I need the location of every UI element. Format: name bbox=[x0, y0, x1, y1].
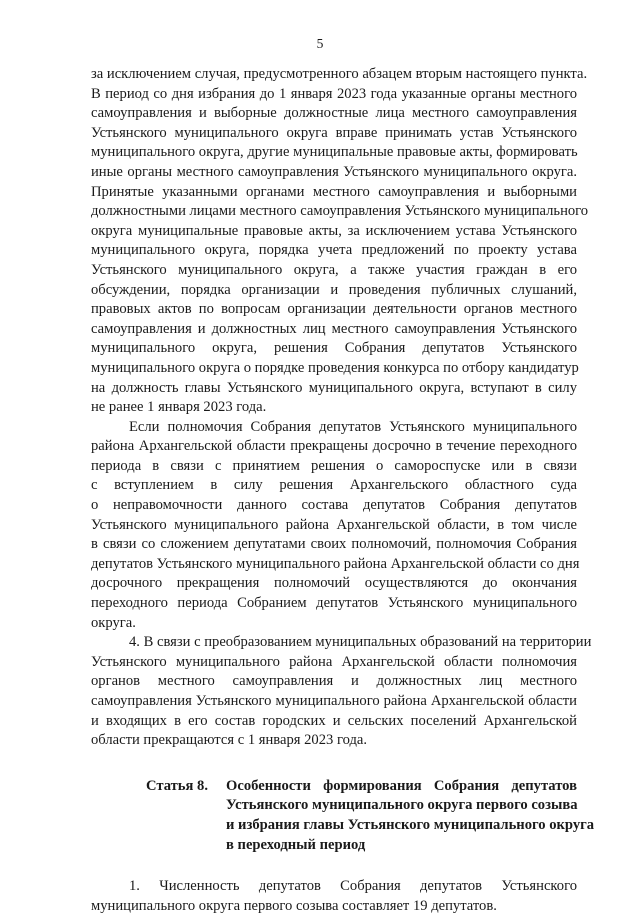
text-line: досрочного прекращения полномочий осуществляются до окончания bbox=[91, 575, 577, 592]
text-line: самоуправления и должностных лиц местного самоуправления Устьянского bbox=[91, 320, 577, 337]
text-line: Устьянского муниципального района Архангельской области, в том числе bbox=[91, 516, 577, 533]
text-line: Устьянского муниципального округа вправе принимать устав Устьянского bbox=[91, 124, 577, 141]
text-line: В период со дня избрания до 1 января 2023 года указанные органы местного bbox=[91, 85, 577, 102]
article-title bbox=[208, 777, 595, 855]
text-line: муниципального округа, решения Собрания депутатов Устьянского bbox=[91, 340, 577, 357]
text-line: муниципального округа о порядке проведения конкурса по отбору кандидатур bbox=[91, 359, 579, 376]
text-line: Устьянского муниципального района Архангельской области полномочия bbox=[91, 653, 577, 670]
text-line: на должность главы Устьянского муниципального округа, вступают в силу bbox=[91, 379, 577, 396]
paragraph-4 bbox=[91, 877, 577, 916]
text-line: с вступлением в силу решения Архангельского областного суда bbox=[91, 477, 577, 494]
article-heading bbox=[91, 777, 595, 855]
text-line: о неправомочности данного состава депутатов Собрания депутатов bbox=[91, 497, 577, 514]
text-line: за исключением случая, предусмотренного абзацем вторым настоящего пункта. bbox=[91, 66, 588, 82]
text-line: в связи со сложением депутатами своих полномочий, полномочия Собрания bbox=[91, 536, 577, 553]
paragraph-1 bbox=[91, 65, 589, 418]
page-number: 5 bbox=[316, 36, 324, 51]
text-line: органов местного самоуправления и должностных лиц местного bbox=[91, 673, 577, 690]
article-number: Статья 8. bbox=[146, 777, 208, 794]
text-line: 4. В связи с преобразованием муниципальных образований на территории bbox=[129, 634, 592, 651]
text-line: Принятые указанными органами местного самоуправления и выборными bbox=[91, 183, 577, 200]
text-line: правовых актов по вопросам организации деятельности органов местного bbox=[91, 301, 577, 318]
text-line: не ранее 1 января 2023 года. bbox=[91, 399, 267, 416]
text-line: иные органы местного самоуправления Устьянского муниципального округа. bbox=[91, 163, 577, 180]
text-line: муниципального округа, порядка учета предложений по проекту устава bbox=[91, 242, 577, 259]
text-line: переходного периода Собранием депутатов Устьянского муниципального bbox=[91, 595, 577, 612]
text-line: округа муниципальные правовые акты, за исключением устава Устьянского bbox=[91, 222, 577, 239]
text-line: района Архангельской области прекращены досрочно в течение переходного bbox=[91, 438, 577, 455]
article-title-line: в переходный период bbox=[226, 836, 366, 853]
text-line: депутатов Устьянского муниципального района Архангельской области со дня bbox=[91, 555, 580, 572]
article-title-line: Особенности формирования Собрания депутатов bbox=[226, 777, 577, 794]
text-line: и входящих в его состав городских и сельских поселений Архангельской bbox=[91, 712, 577, 729]
text-line: самоуправления Устьянского муниципального района Архангельской области bbox=[91, 693, 577, 709]
text-line: должностными лицами местного самоуправления Устьянского муниципального bbox=[91, 203, 589, 220]
spacer bbox=[91, 751, 577, 777]
text-line: Устьянского муниципального округа, а также участия граждан в его bbox=[91, 261, 577, 278]
spacer bbox=[91, 855, 577, 877]
text-line: области прекращаются с 1 января 2023 года. bbox=[91, 732, 368, 749]
text-line: 1. Численность депутатов Собрания депутатов Устьянского bbox=[129, 878, 577, 895]
text-line: самоуправления и выборные должностные лица местного самоуправления bbox=[91, 105, 577, 122]
paragraph-3 bbox=[91, 633, 592, 751]
article-title-line: Устьянского муниципального округа первого созыва bbox=[226, 797, 578, 814]
text-line: округа. bbox=[91, 614, 136, 631]
paragraph-2 bbox=[91, 418, 580, 634]
document-body bbox=[91, 65, 595, 916]
text-line: обсуждении, порядка организации и проведения публичных слушаний, bbox=[91, 281, 577, 298]
text-line: муниципального округа первого созыва составляет 19 депутатов. bbox=[91, 897, 497, 914]
article-title-line: и избрания главы Устьянского муниципального округа bbox=[226, 816, 595, 833]
text-line: Если полномочия Собрания депутатов Устьянского муниципального bbox=[129, 418, 577, 435]
text-line: муниципального округа, другие муниципальные правовые акты, формировать bbox=[91, 144, 578, 161]
text-line: периода в связи с принятием решения о самороспуске или в связи bbox=[91, 457, 577, 474]
